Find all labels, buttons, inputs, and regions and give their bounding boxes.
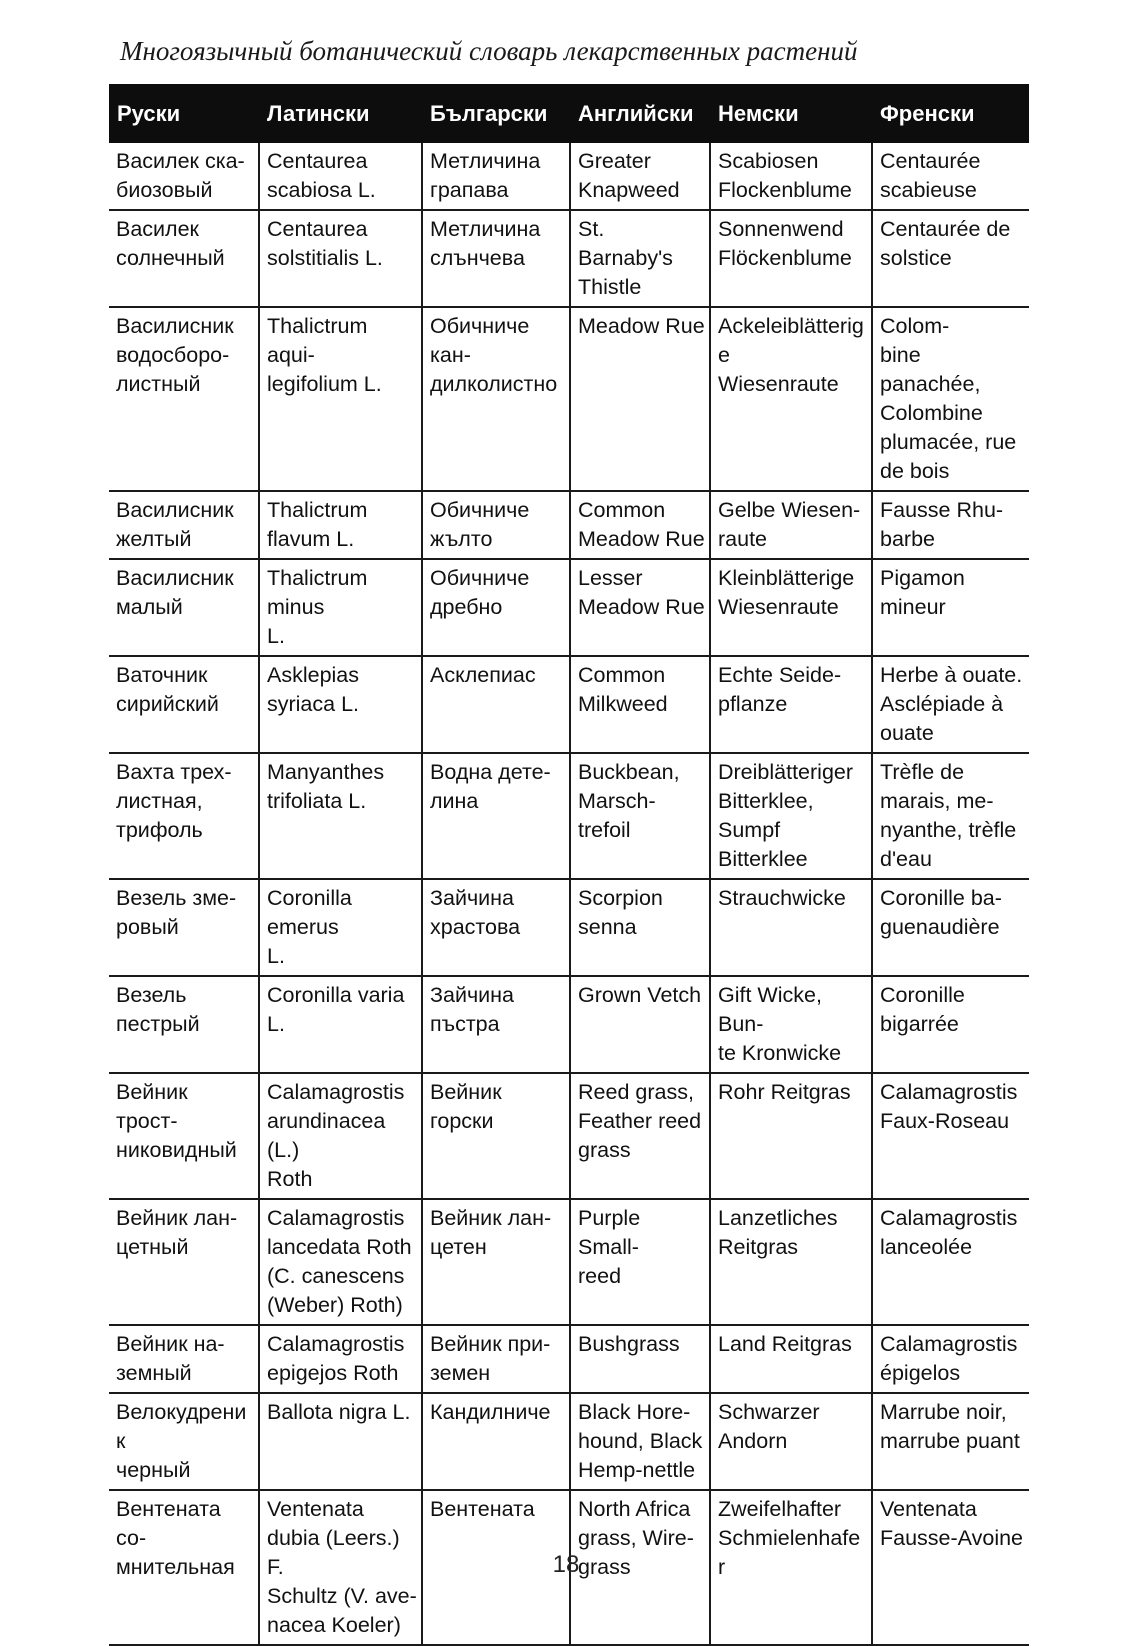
cell-french-name: Coronille bigarrée <box>872 976 1029 1073</box>
table-row <box>109 1199 1029 1325</box>
table-row <box>109 143 1029 210</box>
table-body <box>109 143 1029 1645</box>
table-row <box>109 656 1029 753</box>
cell-english-name: Meadow Rue <box>570 307 710 491</box>
cell-bulgarian-name: Зайчина храстова <box>422 879 570 976</box>
column-header-latin: Латински <box>259 84 422 143</box>
cell-russian-name: Василисник желтый <box>109 491 259 559</box>
column-header-english: Английски <box>570 84 710 143</box>
cell-english-name: North Africa grass, Wire- grass <box>570 1490 710 1645</box>
cell-french-name: Marrube noir, marrube puant <box>872 1393 1029 1490</box>
cell-russian-name: Василек ска- биозовый <box>109 143 259 210</box>
table-row <box>109 976 1029 1073</box>
cell-english-name: Scorpion senna <box>570 879 710 976</box>
cell-german-name: Gift Wicke, Bun- te Kronwicke <box>710 976 872 1073</box>
cell-german-name: Scabiosen Flockenblume <box>710 143 872 210</box>
cell-latin-name: Centaurea scabiosa L. <box>259 143 422 210</box>
cell-french-name: Pigamon mineur <box>872 559 1029 656</box>
page-title: Многоязычный ботанический словарь лекарственных растений <box>120 36 858 66</box>
cell-latin-name: Thalictrum flavum L. <box>259 491 422 559</box>
cell-french-name: Calamagrostis épigelos <box>872 1325 1029 1393</box>
cell-english-name: Common Meadow Rue <box>570 491 710 559</box>
cell-german-name: Lanzetliches Reitgras <box>710 1199 872 1325</box>
column-header-german: Немски <box>710 84 872 143</box>
cell-german-name: Rohr Reitgras <box>710 1073 872 1199</box>
cell-french-name: Colom- bine panachée, Colombine plumacée, rue de bois <box>872 307 1029 491</box>
cell-french-name: Calamagrostis lanceolée <box>872 1199 1029 1325</box>
cell-latin-name: Ventenata dubia (Leers.) F. Schultz (V. ave- nacea Koeler) <box>259 1490 422 1645</box>
cell-english-name: Lesser Meadow Rue <box>570 559 710 656</box>
table-row <box>109 753 1029 879</box>
cell-german-name: Schwarzer Andorn <box>710 1393 872 1490</box>
cell-bulgarian-name: Вейник лан- цетен <box>422 1199 570 1325</box>
table-row <box>109 491 1029 559</box>
cell-french-name: Calamagrostis Faux-Roseau <box>872 1073 1029 1199</box>
cell-russian-name: Ваточник сирийский <box>109 656 259 753</box>
cell-bulgarian-name: Обичниче кан- дилколистно <box>422 307 570 491</box>
cell-latin-name: Centaurea solstitialis L. <box>259 210 422 307</box>
cell-english-name: Purple Small- reed <box>570 1199 710 1325</box>
cell-french-name: Coronille ba- guenaudière <box>872 879 1029 976</box>
cell-russian-name: Вахта трех- листная, трифоль <box>109 753 259 879</box>
cell-bulgarian-name: Вейник при- земен <box>422 1325 570 1393</box>
page-number: 18 <box>552 1551 580 1578</box>
cell-latin-name: Calamagrostis epigejos Roth <box>259 1325 422 1393</box>
cell-latin-name: Thalictrum aqui- legifolium L. <box>259 307 422 491</box>
cell-bulgarian-name: Метличина грапава <box>422 143 570 210</box>
cell-bulgarian-name: Обичниче дребно <box>422 559 570 656</box>
cell-german-name: Ackeleiblätterige Wiesenraute <box>710 307 872 491</box>
table-header-row <box>109 84 1029 143</box>
column-header-french: Френски <box>872 84 1029 143</box>
cell-bulgarian-name: Асклепиас <box>422 656 570 753</box>
cell-german-name: Gelbe Wiesen- raute <box>710 491 872 559</box>
cell-russian-name: Василек солнечный <box>109 210 259 307</box>
cell-french-name: Fausse Rhu- barbe <box>872 491 1029 559</box>
cell-russian-name: Везель пестрый <box>109 976 259 1073</box>
cell-latin-name: Manyanthes trifoliata L. <box>259 753 422 879</box>
cell-russian-name: Велокудреник черный <box>109 1393 259 1490</box>
cell-german-name: Strauchwicke <box>710 879 872 976</box>
cell-german-name: Sonnenwend Flöckenblume <box>710 210 872 307</box>
cell-russian-name: Везель зме- ровый <box>109 879 259 976</box>
cell-german-name: Kleinblätterige Wiesenraute <box>710 559 872 656</box>
cell-russian-name: Василисник малый <box>109 559 259 656</box>
plant-dictionary-table <box>109 84 1029 1646</box>
cell-latin-name: Calamagrostis arundinacea (L.) Roth <box>259 1073 422 1199</box>
cell-french-name: Ventenata Fausse-Avoine <box>872 1490 1029 1645</box>
column-header-bulgarian: Български <box>422 84 570 143</box>
cell-latin-name: Calamagrostis lancedata Roth (C. canescens (Weber) Roth) <box>259 1199 422 1325</box>
cell-english-name: Buckbean, Marsch-trefoil <box>570 753 710 879</box>
table-row <box>109 559 1029 656</box>
cell-russian-name: Вейник на- земный <box>109 1325 259 1393</box>
cell-russian-name: Вентената со- мнительная <box>109 1490 259 1645</box>
cell-russian-name: Василисник водосборо- листный <box>109 307 259 491</box>
cell-english-name: Black Hore- hound, Black Hemp-nettle <box>570 1393 710 1490</box>
cell-english-name: St. Barnaby's Thistle <box>570 210 710 307</box>
cell-latin-name: Coronilla varia L. <box>259 976 422 1073</box>
cell-french-name: Herbe à ouate. Asclépiade à ouate <box>872 656 1029 753</box>
cell-french-name: Centaurée scabieuse <box>872 143 1029 210</box>
cell-bulgarian-name: Водна дете- лина <box>422 753 570 879</box>
cell-english-name: Grown Vetch <box>570 976 710 1073</box>
table-row <box>109 210 1029 307</box>
cell-french-name: Centaurée de solstice <box>872 210 1029 307</box>
table-row <box>109 1325 1029 1393</box>
cell-bulgarian-name: Вентената <box>422 1490 570 1645</box>
cell-bulgarian-name: Вейник горски <box>422 1073 570 1199</box>
cell-bulgarian-name: Зайчина пъстра <box>422 976 570 1073</box>
table-row <box>109 1393 1029 1490</box>
cell-french-name: Trèfle de marais, me- nyanthe, trèfle d'eau <box>872 753 1029 879</box>
cell-bulgarian-name: Кандилниче <box>422 1393 570 1490</box>
table-row <box>109 1073 1029 1199</box>
cell-russian-name: Вейник трост- никовидный <box>109 1073 259 1199</box>
cell-german-name: Echte Seide- pflanze <box>710 656 872 753</box>
cell-english-name: Greater Knapweed <box>570 143 710 210</box>
cell-latin-name: Asklepias syriaca L. <box>259 656 422 753</box>
cell-english-name: Reed grass, Feather reed grass <box>570 1073 710 1199</box>
table-row <box>109 879 1029 976</box>
cell-english-name: Bushgrass <box>570 1325 710 1393</box>
cell-german-name: Land Reitgras <box>710 1325 872 1393</box>
cell-latin-name: Ballota nigra L. <box>259 1393 422 1490</box>
table-row <box>109 307 1029 491</box>
cell-german-name: Zweifelhafter Schmielenhafer <box>710 1490 872 1645</box>
cell-bulgarian-name: Обичниче жълто <box>422 491 570 559</box>
cell-russian-name: Вейник лан- цетный <box>109 1199 259 1325</box>
cell-latin-name: Thalictrum minus L. <box>259 559 422 656</box>
cell-bulgarian-name: Метличина слънчева <box>422 210 570 307</box>
cell-latin-name: Coronilla emerus L. <box>259 879 422 976</box>
cell-german-name: Dreiblätteriger Bitterklee, Sumpf Bitterklee <box>710 753 872 879</box>
cell-english-name: Common Milkweed <box>570 656 710 753</box>
column-header-russian: Руски <box>109 84 259 143</box>
